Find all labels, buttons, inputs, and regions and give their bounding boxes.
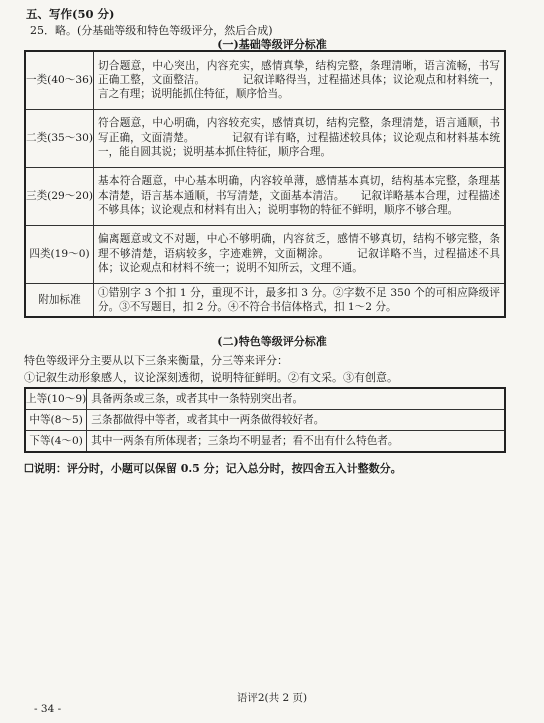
basic-standard-title: (一)基础等级评分标准 (217, 38, 327, 51)
table-row (25, 225, 505, 283)
grade-label: 三类(29～20) (25, 167, 94, 225)
table-row (25, 410, 505, 431)
page-number: - 34 - (34, 703, 62, 715)
table-row (25, 283, 505, 317)
footer-page-info: 语评2(共 2 页) (236, 692, 308, 704)
feature-criteria: ①记叙生动形象感人，议论深刻透彻，说明特征鲜明。②有文采。③有创意。 (24, 371, 398, 384)
grade-label: 附加标准 (25, 283, 94, 317)
question-line: 25．略。(分基础等级和特色等级评分，然后合成) (30, 24, 273, 37)
grade-label: 下等(4～0) (25, 431, 87, 453)
table-row (25, 431, 505, 453)
grade-label: 中等(8～5) (25, 410, 87, 431)
table-row (25, 51, 505, 109)
grade-description: 符合题意，中心明确，内容较充实，感情真切，结构完整，条理清楚，语言通顺，书写正确，文面清楚。 记叙有详有略，过程描述较具体；议论观点和材料基本统一，能自圆其说；说明基本抓住特征，顺序合理。 (94, 109, 505, 167)
checkbox-icon: ☐ (24, 462, 34, 475)
grade-label: 四类(19～0) (25, 225, 94, 283)
scoring-note (24, 460, 402, 476)
table-row (25, 109, 505, 167)
grade-label: 上等(10～9) (25, 388, 87, 410)
feature-intro: 特色等级评分主要从以下三条来衡量，分三等来评分： (24, 354, 288, 367)
grade-description: 偏离题意或文不对题，中心不够明确，内容贫乏，感情不够真切，结构不够完整，条理不够清楚，语病较多，字迹难辨，文面糊涂。 记叙详略不当，过程描述不具体；议论观点和材料不统一；说明不知所云，文理不通。 (94, 225, 505, 283)
feature-standard-title: (二)特色等级评分标准 (217, 335, 327, 348)
grade-description: 基本符合题意，中心基本明确，内容较单薄，感情基本真切，结构基本完整，条理基本清楚，语言基本通顺，书写清楚，文面基本清洁。 记叙详略基本合理，过程描述不够具体；议论观点和材料有出入；说明事物的特征不鲜明，顺序不够合理。 (94, 167, 505, 225)
basic-standard-table (24, 50, 506, 318)
scoring-note-text: 说明：评分时，小题可以保留 0.5 分；记入总分时，按四舍五入计整数分。 (33, 462, 402, 475)
grade-description: 切合题意，中心突出，内容充实，感情真挚，结构完整，条理清晰，语言流畅，书写正确工整，文面整洁。 记叙详略得当，过程描述具体；议论观点和材料统一，言之有理；说明能抓住特征，顺序恰当。 (94, 51, 505, 109)
section-heading: 五、写作(50 分) (26, 7, 115, 21)
table-row (25, 167, 505, 225)
grade-description: ①错别字 3 个扣 1 分，重现不计，最多扣 3 分。②字数不足 350 个的可相应降级评分。③不写题目，扣 2 分。④不符合书信体格式，扣 1～2 分。 (94, 283, 505, 317)
grade-label: 二类(35～30) (25, 109, 94, 167)
grade-description: 具备两条或三条，或者其中一条特别突出者。 (87, 388, 505, 410)
table-row (25, 388, 505, 410)
grade-label: 一类(40～36) (25, 51, 94, 109)
grade-description: 其中一两条有所体现者；三条均不明显者；看不出有什么特色者。 (87, 431, 505, 453)
feature-standard-table (24, 387, 506, 453)
grade-description: 三条都做得中等者，或者其中一两条做得较好者。 (87, 410, 505, 431)
